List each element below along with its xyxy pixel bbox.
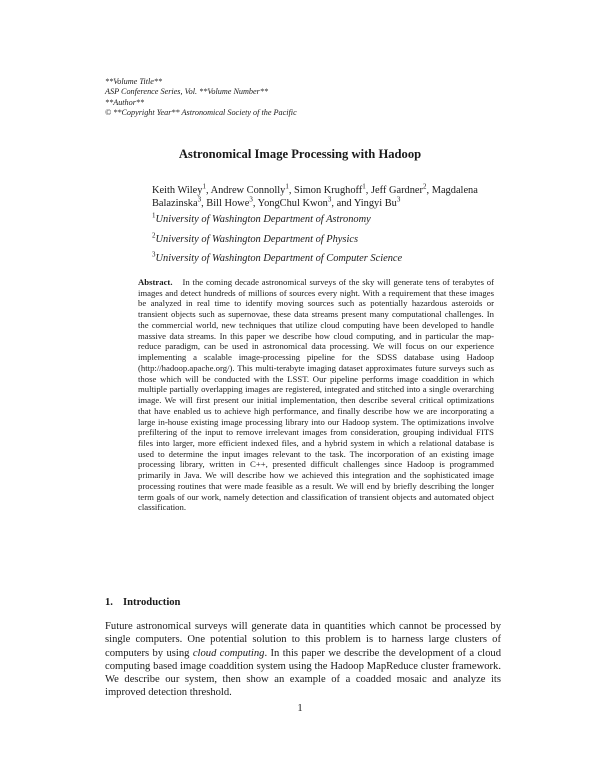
- author: Jeff Gardner$^2$: [370, 182, 427, 196]
- intro-paragraph: Future astronomical surveys will generate data in quantities which cannot be processed by single computers. One potential solution to this problem is to harness large clusters of computers by using cloud computing. In this paper we describe the development of a cloud computing based image coaddition system using the Hadoop MapReduce cluster framework. We describe our system, then show an example of a coadded mosaic and analyze its improved detection threshold.: [105, 621, 501, 699]
- author: Yingyi Bu$^3$: [353, 195, 401, 209]
- emphasis: cloud computing: [192, 647, 265, 659]
- volume-title: **Volume Title**: [105, 77, 163, 86]
- affiliation: $^3$University of Washington Department of Computer Science: [152, 250, 403, 264]
- abstract-text: In the coming decade astronomical surveys of the sky will generate tens of terabytes of images and detect hundreds of millions of sources every night. With a requirement that these images be analyzed in real time to identify moving sources such as potentially hazardous asteroids or transient objects such as supernovae, these data streams present many computational challenges. In the commercial world, new techniques that utilize cloud computing have been developed to handle massive data streams. In this paper we describe how cloud computing, and in particular the map-reduce paradigm, can be used in astronomical data processing. We will focus on our experience implementing a scalable image-processing pipeline for the SDSS database using Hadoop (http://hadoop.apache.org/). This multi-terabyte imaging dataset approximates future surveys such as those which will be conducted with the LSST. Our pipeline performs image coaddition in which multiple partially overlapping images are registered, integrated and stitched into a single overarching image. We will first present our initial implementation, then describe several critical optimizations that have enabled us to achieve high performance, and finally describe how we are incorporating a large in-house existing image processing library into our Hadoop system. The optimizations involve prefiltering of the input to remove irrelevant images from consideration, grouping individual FITS files into larger, more efficient indexed files, and a hybrid system in which a relational database is used to determine the input images relevant to the task. The incorporation of an existing image processing library, written in C++, presented difficult challenges since Hadoop is programmed primarily in Java. We will describe how we achieved this integration and the sophisticated image processing routines that were made feasible as a result. We will end by briefly describing the longer term goals of our work, namely detection and classification of transient objects and automated object classification.: [138, 277, 494, 513]
- abstract-label: Abstract.: [138, 277, 173, 287]
- affiliation: $^1$University of Washington Department of Astronomy: [152, 211, 371, 225]
- author: Magdalena Balazinska$^3$: [152, 185, 478, 209]
- affiliation: $^2$University of Washington Department of Physics: [152, 231, 358, 245]
- abstract: [138, 277, 494, 513]
- author: Andrew Connolly$^1$: [210, 182, 289, 196]
- section-number: 1.: [105, 597, 113, 608]
- author: YongChul Kwon$^3$: [257, 195, 332, 209]
- conference-series: ASP Conference Series, Vol. **Volume Number**: [105, 87, 269, 97]
- author: Keith Wiley$^1$: [152, 182, 206, 196]
- section-heading: [105, 597, 180, 608]
- author-list: Keith Wiley$^1$, Andrew Connolly$^1$, Simon Krughoff$^1$, Jeff Gardner$^2$, Magdalena Balazinska$^3$, Bill Howe$^3$, YongChul Kwon$^3$, and Yingyi Bu$^3$: [152, 182, 478, 209]
- page-number: 1: [297, 703, 303, 714]
- paper-title: Astronomical Image Processing with Hadoop: [178, 147, 422, 161]
- copyright-line: © **Copyright Year** Astronomical Society of the Pacific: [105, 108, 297, 118]
- author-placeholder: **Author**: [105, 97, 145, 107]
- author: Bill Howe$^3$: [206, 195, 253, 209]
- author: Simon Krughoff$^1$: [294, 182, 366, 196]
- running-header: [105, 77, 297, 119]
- section-title: Introduction: [122, 597, 181, 608]
